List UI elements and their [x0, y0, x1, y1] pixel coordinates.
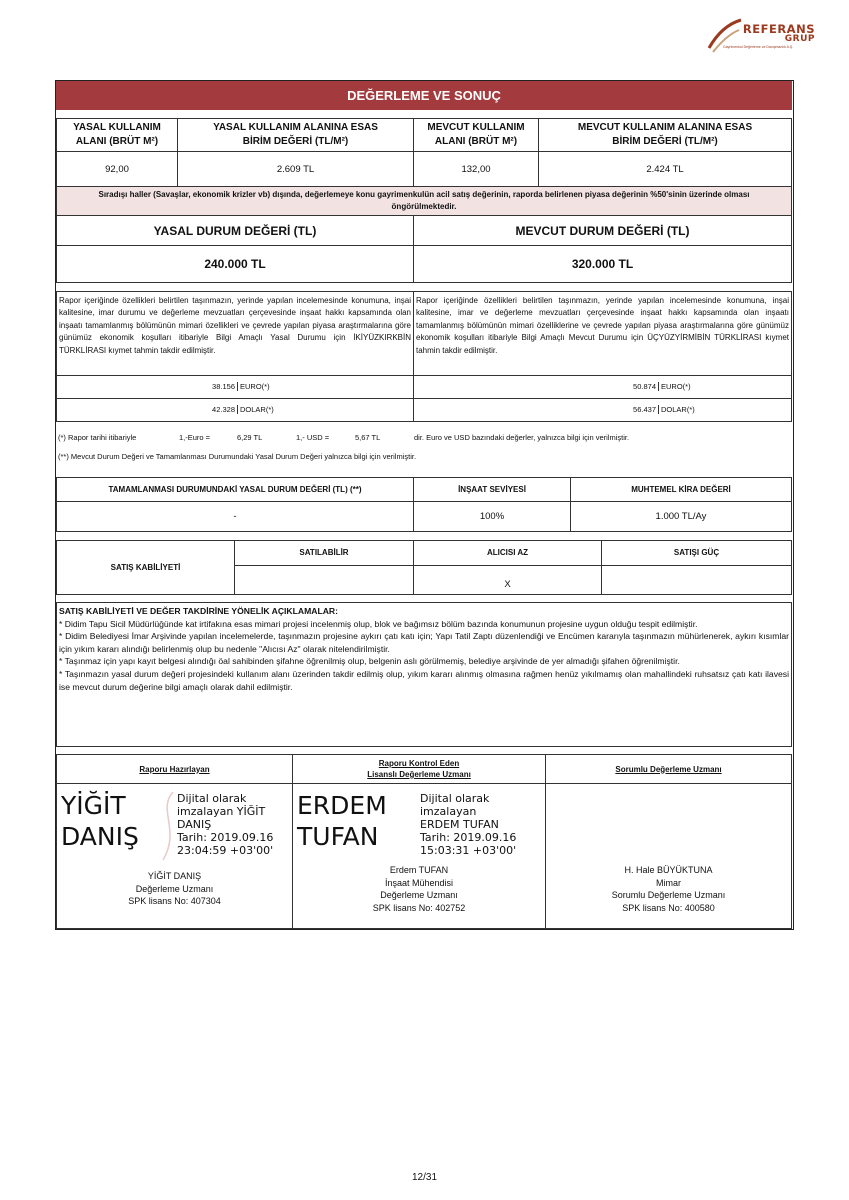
sale-header-sellable: SATILABİLİR: [234, 540, 414, 566]
usd-rate: 5,67 TL: [355, 433, 381, 442]
construction-level-header: İNŞAAT SEVİYESİ: [413, 477, 571, 502]
current-value-header: MEVCUT DURUM DEĞERİ (TL): [413, 215, 792, 246]
signature-cell-1: [56, 783, 293, 929]
legal-usd-row: [56, 398, 414, 422]
legal-unit-value-header: YASAL KULLANIM ALANINA ESAS BİRİM DEĞERİ (TL/M²): [177, 118, 414, 152]
section-title: DEĞERLEME VE SONUÇ: [56, 81, 792, 110]
current-usd-row: [413, 398, 792, 422]
rates-prefix: (*) Rapor tarihi itibariyle: [58, 433, 137, 442]
current-value: 320.000 TL: [413, 245, 792, 283]
explanation-item: * Taşınmaz için yapı kayıt belgesi alındığı öal sahibinden şifahne öğrenilmiş olup, belgenin aslı görülmemiş, belediye arşivinde de yer almadığı şifahen öğrenilmiştir.: [59, 656, 680, 667]
sale-value-hard-to-sell: [601, 565, 792, 595]
explanations-heading: SATIŞ KABİLİYETİ VE DEĞER TAKDİRİNE YÖNELİK AÇIKLAMALAR:: [59, 606, 338, 616]
sig-header-controlled-line1: Raporu Kontrol Eden: [378, 759, 460, 768]
legal-euro-row: [56, 375, 414, 399]
current-usd-value: 56.437: [633, 405, 656, 414]
sale-value-sellable: [234, 565, 414, 595]
legal-value-header: YASAL DURUM DEĞERİ (TL): [56, 215, 414, 246]
signature-cell-2: [292, 783, 546, 929]
explanations-box: [56, 602, 792, 747]
completion-value: -: [56, 501, 414, 532]
legal-area-value: 92,00: [56, 151, 178, 187]
explanation-item: * Didim Belediyesi İmar Arşivinde yapılan incelemelerde, taşınmazın projesine aykırı çatı katı için; Yapı Tatil Zaptı düzenlendiği ve Encümen kararıyla taşınmazın mühürlenerek, aykırı kısımlar için yıkım kararı alındığı belirlenmiş olup bu nedenle "Alıcısı Az" olarak nitelendirilmiştir.: [59, 631, 789, 654]
rent-value-header: MUHTEMEL KİRA DEĞERİ: [570, 477, 792, 502]
current-area-header: MEVCUT KULLANIM ALANI (BRÜT M²): [413, 118, 539, 152]
euro-rate: 6,29 TL: [237, 433, 263, 442]
rates-suffix: dir. Euro ve USD bazındaki değerler, yalnızca bilgi için verilmiştir.: [414, 433, 630, 442]
legal-usd-label: DOLAR(*): [237, 405, 274, 414]
sig-header-controlled-line2: Lisanslı Değerleme Uzmanı: [367, 770, 471, 779]
current-euro-label: EURO(*): [658, 382, 691, 391]
page-number: 12/31: [411, 1172, 438, 1183]
explanation-item: * Didim Tapu Sicil Müdürlüğünde kat irtifakına esas mimari projesi incelenmiş olup, blok ve bağımsız bölüm bazında konumunun projesine uygun olduğu tespit edilmiştir.: [59, 618, 698, 629]
legal-area-header: YASAL KULLANIM ALANI (BRÜT M²): [56, 118, 178, 152]
legal-value-description: Rapor içeriğinde özellikleri belirtilen taşınmazın, yerinde yapılan incelemesinde konumuna, inşai kalitesine, imar durumu ve değerleme mevzuatları çerçevesinde inşaat hakkı kapsamında olan inşaatı tamamlanmış bölümünün mimari özellikleri ve çevrede yapılan piyasa araştırmalarına göre günümüz ekonomik koşulları itibariyle Bilgi Amaçlı Yasal Durumu için İKİYÜZKIRKBİN TÜRKLİRASI kıymet tahmin takdir edilmiştir.: [56, 291, 414, 376]
legal-unit-value: 2.609 TL: [177, 151, 414, 187]
current-area-value: 132,00: [413, 151, 539, 187]
sig-header-responsible-text: Sorumlu Değerleme Uzmanı: [615, 764, 722, 774]
legal-euro-label: EURO(*): [237, 382, 270, 391]
completion-value-header: TAMAMLANMASI DURUMUNDAKİ YASAL DURUM DEĞERİ (TL) (**): [56, 477, 414, 502]
current-value-description: Rapor içeriğinde özellikleri belirtilen taşınmazın, yerinde yapılan incelemesinde konumuna, inşai kalitesine, imar ve değerleme mevzuatları çerçevesinde inşaat hakkı kapsamında olan inşaatı tamamlanmış bölümünün mimari özelliklerine ve çevrede yapılan piyasa araştırmalarına göre günümüz ekonomik koşulları itibariyle Bilgi Amaçlı Mevcut Durumu için ÜÇYÜZYİRMİBİN TÜRKLİRASI kıymet tahmin takdir edilmiştir.: [413, 291, 792, 376]
rent-value: 1.000 TL/Ay: [570, 501, 792, 532]
current-unit-value: 2.424 TL: [538, 151, 792, 187]
footnote-2: (**) Mevcut Durum Değeri ve Tamamlanması Durumundaki Yasal Durum Değeri yalnızca bilgi için verilmiştir.: [58, 452, 417, 461]
current-usd-label: DOLAR(*): [658, 405, 695, 414]
sale-header-hard-to-sell: SATIŞI GÜÇ: [601, 540, 792, 566]
sale-value-few-buyers: X: [413, 565, 602, 595]
valuation-frame: [55, 80, 794, 930]
signer-info: YİĞİT DANIŞ Değerleme Uzmanı SPK lisans No: 407304: [128, 871, 221, 906]
sig-header-responsible: [545, 754, 792, 784]
current-unit-value-header: MEVCUT KULLANIM ALANINA ESAS BİRİM DEĞERİ (TL/M²): [538, 118, 792, 152]
explanation-item: * Taşınmazın yasal durum değeri projesindeki kullanım alanı üzerinden takdir edilmiş olup, yıkım kararı alınmış olmasına rağmen henüz yıkılmamış olan mahallindeki ruhsatsız çatı katı ilavesi ise mevcut durum değerine bilgi amaçlı olarak dahil edilmiştir.: [59, 668, 789, 692]
digital-signature-name: YİĞİT DANIŞ: [61, 791, 139, 851]
signature-cell-3: [545, 783, 792, 929]
sig-header-prepared: [56, 754, 293, 784]
company-logo: [703, 14, 819, 54]
sale-capability-label: SATIŞ KABİLİYETİ: [56, 540, 235, 595]
legal-euro-value: 38.156: [212, 382, 235, 391]
euro-rate-label: 1,-Euro =: [179, 433, 211, 442]
signer-info: Erdem TUFAN İnşaat Mühendisi Değerleme Uzmanı SPK lisans No: 402752: [372, 865, 466, 913]
construction-level-value: 100%: [413, 501, 571, 532]
sig-header-prepared-text: Raporu Hazırlayan: [139, 764, 210, 774]
current-euro-value: 50.874: [633, 382, 656, 391]
signer-info: H. Hale BÜYÜKTUNA Mimar Sorumlu Değerleme Uzmanı SPK lisans No: 400580: [611, 865, 726, 913]
logo-tagline: Gayrimenkul Değerleme ve Danışmanlık A.Ş.: [723, 45, 794, 49]
digital-signature-meta: Dijital olarak imzalayan ERDEM TUFAN Tarih: 2019.09.16 15:03:31 +03'00': [420, 792, 517, 857]
legal-value: 240.000 TL: [56, 245, 414, 283]
current-euro-row: [413, 375, 792, 399]
usd-rate-label: 1,- USD =: [296, 433, 330, 442]
sig-header-controlled: [292, 754, 546, 784]
digital-signature-meta: Dijital olarak imzalayan YİĞİT DANIŞ Tarih: 2019.09.16 23:04:59 +03'00': [177, 792, 274, 857]
logo-text: REFERANS GRUP: [742, 22, 815, 44]
legal-usd-value: 42.328: [212, 405, 235, 414]
digital-signature-name: ERDEM TUFAN: [297, 791, 387, 851]
sale-header-few-buyers: ALICISI AZ: [413, 540, 602, 566]
forced-sale-note: Sıradışı haller (Savaşlar, ekonomik krizler vb) dışında, değerlemeye konu gayrimenkulün acil satış değerinin, raporda belirlenen piyasa değerinin %50'sinin üzerinde olması öngörülmektedir.: [56, 186, 792, 216]
